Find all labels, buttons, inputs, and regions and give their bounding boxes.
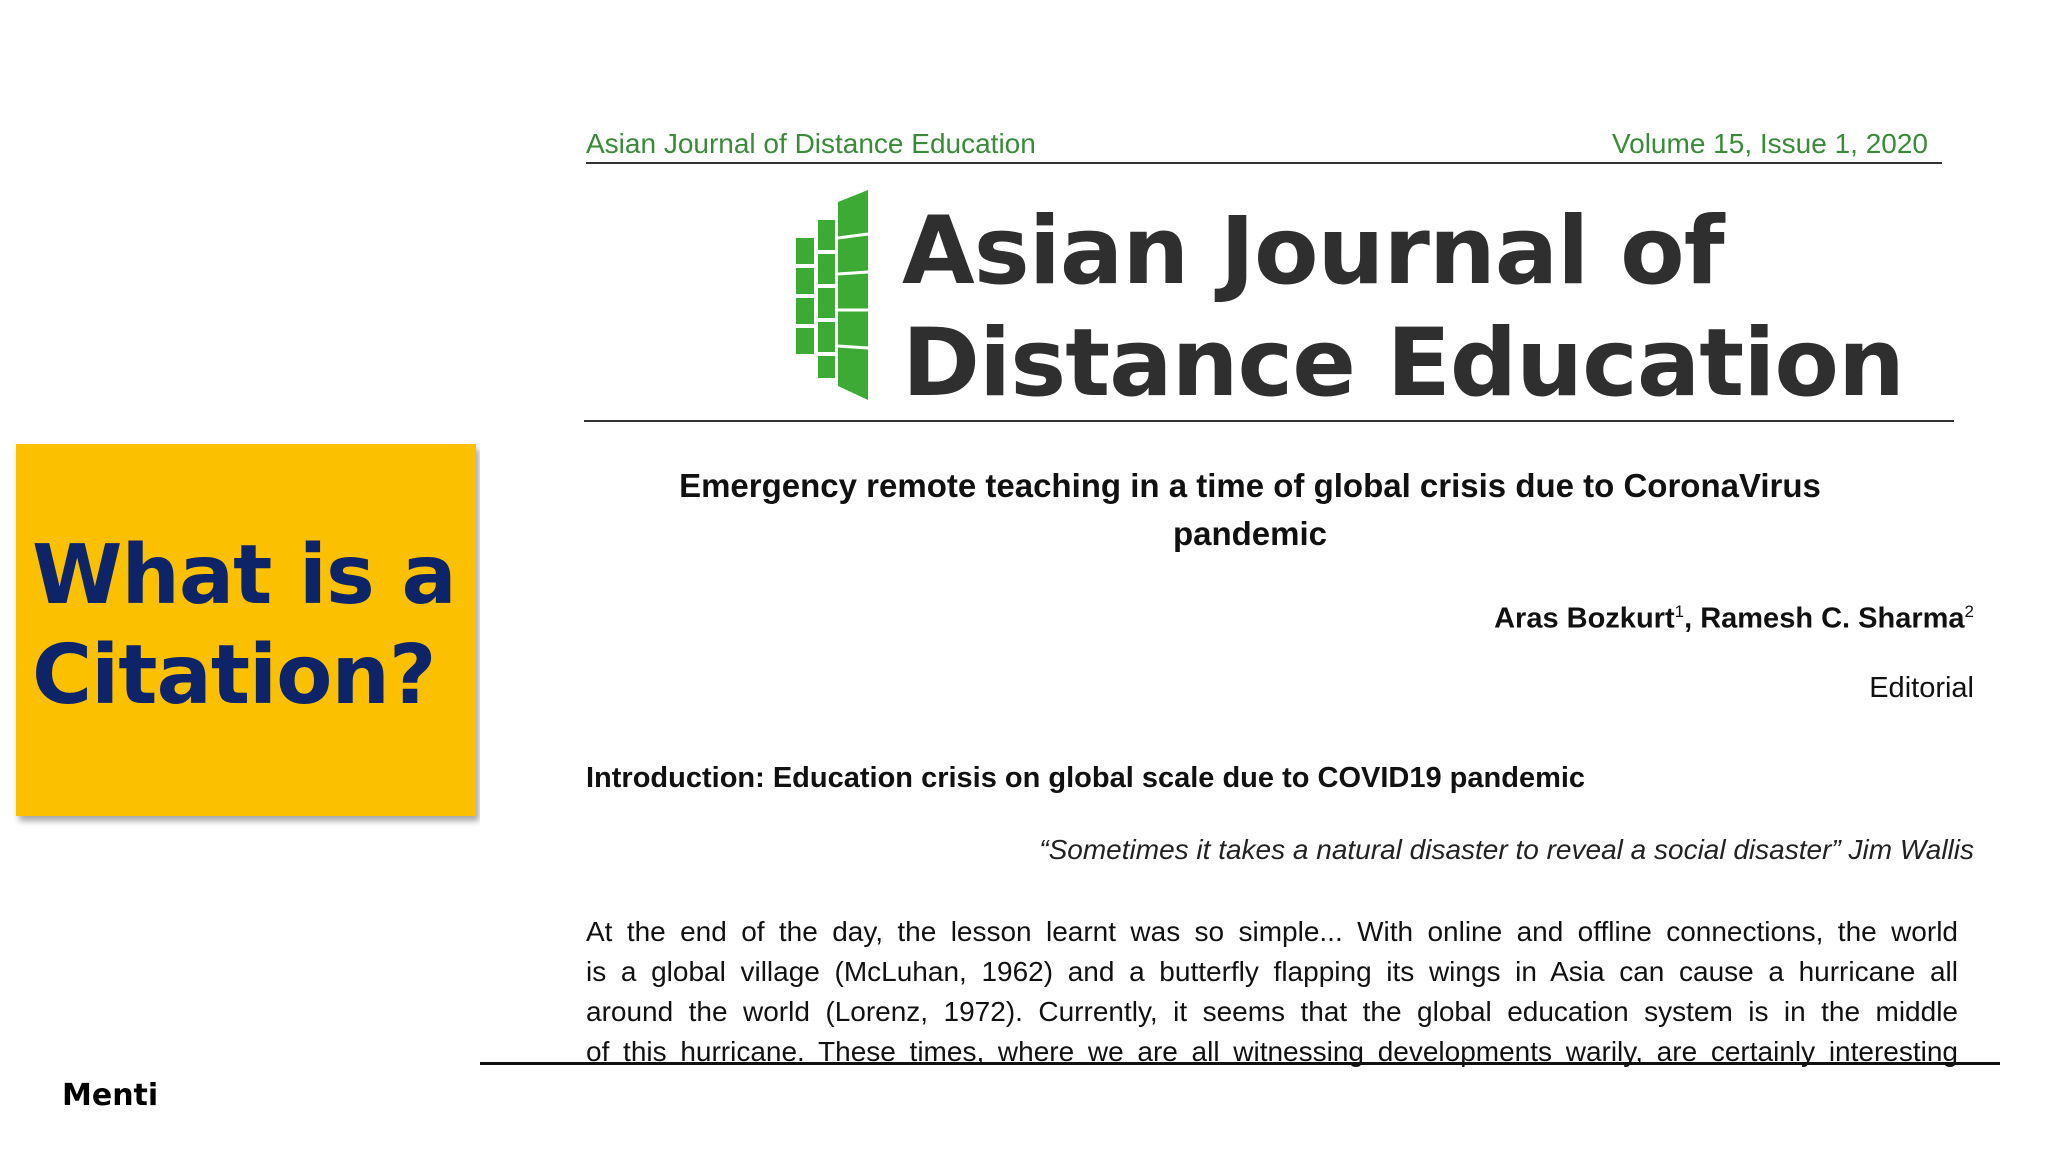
- section-heading: Introduction: Education crisis on global scale due to COVID19 pandemic: [586, 762, 1586, 794]
- slide-title-line1: What is a: [32, 528, 456, 623]
- journal-article-screenshot: [480, 100, 2000, 1152]
- author-1: Aras Bozkurt: [1494, 602, 1675, 635]
- slide-title: [32, 526, 472, 726]
- author-list: [1494, 602, 1974, 636]
- logo-line2: Distance Education: [902, 309, 1904, 418]
- epigraph-quote: “Sometimes it takes a natural disaster to reveal a social disaster” Jim Wallis: [1039, 834, 1974, 865]
- author-separator: ,: [1684, 602, 1701, 635]
- header-divider: [584, 420, 1954, 422]
- article-title-line1: Emergency remote teaching in a time of global crisis due to CoronaVirus: [679, 467, 1821, 504]
- title-callout-box: [16, 444, 476, 816]
- article-title-line2: pandemic: [1172, 515, 1328, 552]
- body-line: At the end of the day, the lesson learnt was so simple... With online and offline connections, the world: [586, 916, 1958, 947]
- article-title: [600, 462, 1900, 558]
- author-1-affiliation: 1: [1674, 602, 1685, 621]
- logo-wordmark: [902, 196, 1904, 420]
- article-type: Editorial: [1869, 672, 1974, 704]
- journal-name-header: Asian Journal of Distance Education: [586, 128, 1036, 159]
- body-line: around the world (Lorenz, 1972). Currently, it seems that the global education system is in the middle: [586, 996, 1958, 1027]
- green-building-grid-icon: [792, 190, 872, 400]
- body-paragraph: [586, 912, 1958, 1068]
- crop-bottom-line: [480, 1062, 2000, 1065]
- body-line: of this hurricane. These times, where we are all witnessing developments warily, are certainly interesting: [586, 1036, 1958, 1067]
- body-line: is a global village (McLuhan, 1962) and a butterfly flapping its wings in Asia can cause a hurricane all: [586, 956, 1958, 987]
- author-2-affiliation: 2: [1964, 602, 1974, 621]
- author-2: Ramesh C. Sharma: [1700, 602, 1965, 635]
- journal-running-header: [586, 128, 1942, 164]
- logo-line1: Asian Journal of: [902, 197, 1724, 306]
- volume-issue-header: Volume 15, Issue 1, 2020: [1612, 128, 1928, 159]
- journal-logo: [792, 190, 1904, 418]
- menti-label: Menti: [62, 1078, 159, 1113]
- slide-title-line2: Citation?: [32, 628, 436, 723]
